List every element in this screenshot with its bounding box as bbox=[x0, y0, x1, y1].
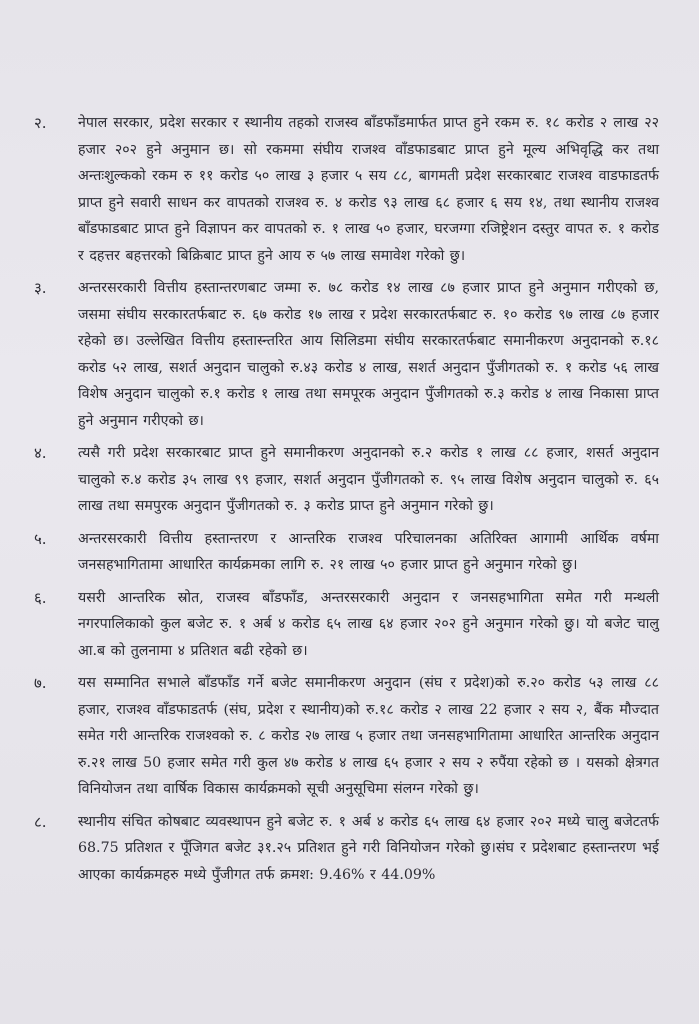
paragraph-3 bbox=[34, 275, 659, 434]
paragraph-6 bbox=[34, 585, 659, 665]
paragraph-number: ४. bbox=[34, 444, 47, 462]
paragraph-8 bbox=[34, 809, 659, 889]
paragraph-7 bbox=[34, 670, 659, 803]
paragraph-number: ६. bbox=[34, 588, 47, 607]
paragraph-number: २. bbox=[34, 114, 47, 132]
paragraph-text: नेपाल सरकार, प्रदेश सरकार र स्थानीय तहको राजस्व बाँडफाँडमार्फत प्राप्त हुने रकम रु. १८ करोड २ लाख २२ हजार २०२ हुने अनुमान छ। सो रकममा संघीय राजश्व वाँडफाडबाट प्राप्त हुने मूल्य अभिवृद्धि कर तथा अन्तःशुल्कको रकम रु ११ करोड ५० लाख ३ हजार ५ सय ८८, बागमती प्रदेश सरकारबाट राजश्व वाडफाडतर्फ प्राप्त हुने सवारी साधन कर वापतको राजश्व रु. ४ करोड ९३ लाख ६८ हजार ६ सय १४, तथा स्थानीय राजश्व बाँडफाडबाट प्राप्त हुने विज्ञापन कर वापतको रु. १ लाख ५० हजार, घरजग्गा रजिष्ट्रेशन दस्तुर वापत रु. १ करोड र दहत्तर बहत्तरको बिक्रिबाट प्राप्त हुने आय रु ५७ लाख समावेश गरेको छु। bbox=[78, 115, 659, 264]
paragraph-number: ७. bbox=[34, 674, 47, 692]
paragraph-number: ३. bbox=[34, 279, 47, 297]
paragraph-text: स्थानीय संचित कोषबाट व्यवस्थापन हुने बजेट रु. १ अर्ब ४ करोड ६५ लाख ६४ हजार २०२ मध्ये चालु बजेटतर्फ 68.75 प्रतिशत र पूँजिगत बजेट ३१.२५ प्रतिशत हुने गरी विनियोजन गरेको छु।संघ र प्रदेशबाट हस्तान्तरण भई आएका कार्यक्रमहरु मध्ये पुँजीगत तर्फ क्रमश: 9.46% र 44.09% bbox=[78, 813, 659, 883]
paragraph-number: ५. bbox=[34, 529, 47, 548]
paragraph-text: अन्तरसरकारी वित्तीय हस्तान्तरण र आन्तरिक राजश्व परिचालनका अतिरिक्त आगामी आर्थिक वर्षमा जनसहभागितामा आधारित कार्यक्रमका लागि रु. २१ लाख ५० हजार प्राप्त हुने अनुमान गरेको छु। bbox=[78, 530, 659, 573]
paragraph-text: यसरी आन्तरिक स्रोत, राजस्व बाँडफाँड, अन्तरसरकारी अनुदान र जनसहभागिता समेत गरी मन्थली नगरपालिकाको कुल बजेट रु. १ अर्ब ४ करोड ६५ लाख ६४ हजार २०२ हुने अनुमान गरेको छु। यो बजेट चालु आ.ब को तुलनामा ४ प्रतिशत बढी रहेको छ। bbox=[78, 589, 659, 659]
paragraph-5 bbox=[34, 526, 659, 579]
paragraph-text: अन्तरसरकारी वित्तीय हस्तान्तरणबाट जम्मा रु. ७८ करोड १४ लाख ८७ हजार प्राप्त हुने अनुमान गरीएको छ, जसमा संघीय सरकारतर्फबाट रु. ६७ करोड १७ लाख र प्रदेश सरकारतर्फबाट रु. १० करोड ९७ लाख ८७ हजार रहेको छ। उल्लेखित वित्तीय हस्तास्न्तरित आय सिलिडमा संघीय सरकारतर्फबाट समानीकरण अनुदानको रु.१८ करोड ५२ लाख, सशर्त अनुदान चालुको रु.४३ करोड ४ लाख, सशर्त अनुदान पुँजीगतको रु. १ करोड ५६ लाख विशेष अनुदान चालुको रु.१ करोड १ लाख तथा समपूरक अनुदान पुँजीगतको रु.३ करोड ४ लाख निकासा प्राप्त हुने अनुमान गरीएको छ। bbox=[78, 280, 659, 429]
paragraph-4 bbox=[34, 440, 659, 520]
paragraph-2 bbox=[34, 110, 659, 269]
paragraph-number: ८. bbox=[34, 812, 47, 831]
paragraph-text: यस सम्मानित सभाले बाँडफाँड गर्ने बजेट समानीकरण अनुदान (संघ र प्रदेश)को रु.२० करोड ५३ लाख ८८ हजार, राजश्व वाँडफाडतर्फ (संघ, प्रदेश र स्थानीय)को रु.१८ करोड २ लाख 22 हजार २ सय २, बैंक मौज्दात समेत गरी आन्तरिक राजश्वको रु. ८ करोड २७ लाख ५ हजार तथा जनसहभागितामा आधारित आन्तरिक अनुदान रु.२१ लाख 50 हजार समेत गरी कुल ४७ करोड ४ लाख ६५ हजार २ सय २ रुपैंया रहेको छ । यसको क्षेत्रगत विनियोजन तथा वार्षिक विकास कार्यक्रमको सूची अनुसूचिमा संलग्न गरेको छु। bbox=[78, 675, 659, 797]
paragraph-text: त्यसै गरी प्रदेश सरकारबाट प्राप्त हुने समानीकरण अनुदानको रु.२ करोड १ लाख ८८ हजार, शसर्त अनुदान चालुको रु.४ करोड ३५ लाख ९९ हजार, सशर्त अनुदान पुँजीगतको रु. ९५ लाख विशेष अनुदान चालुको रु. ६५ लाख तथा समपुरक अनुदान पुँजीगतको रु. ३ करोड प्राप्त हुने अनुमान गरेको छु। bbox=[78, 445, 659, 514]
